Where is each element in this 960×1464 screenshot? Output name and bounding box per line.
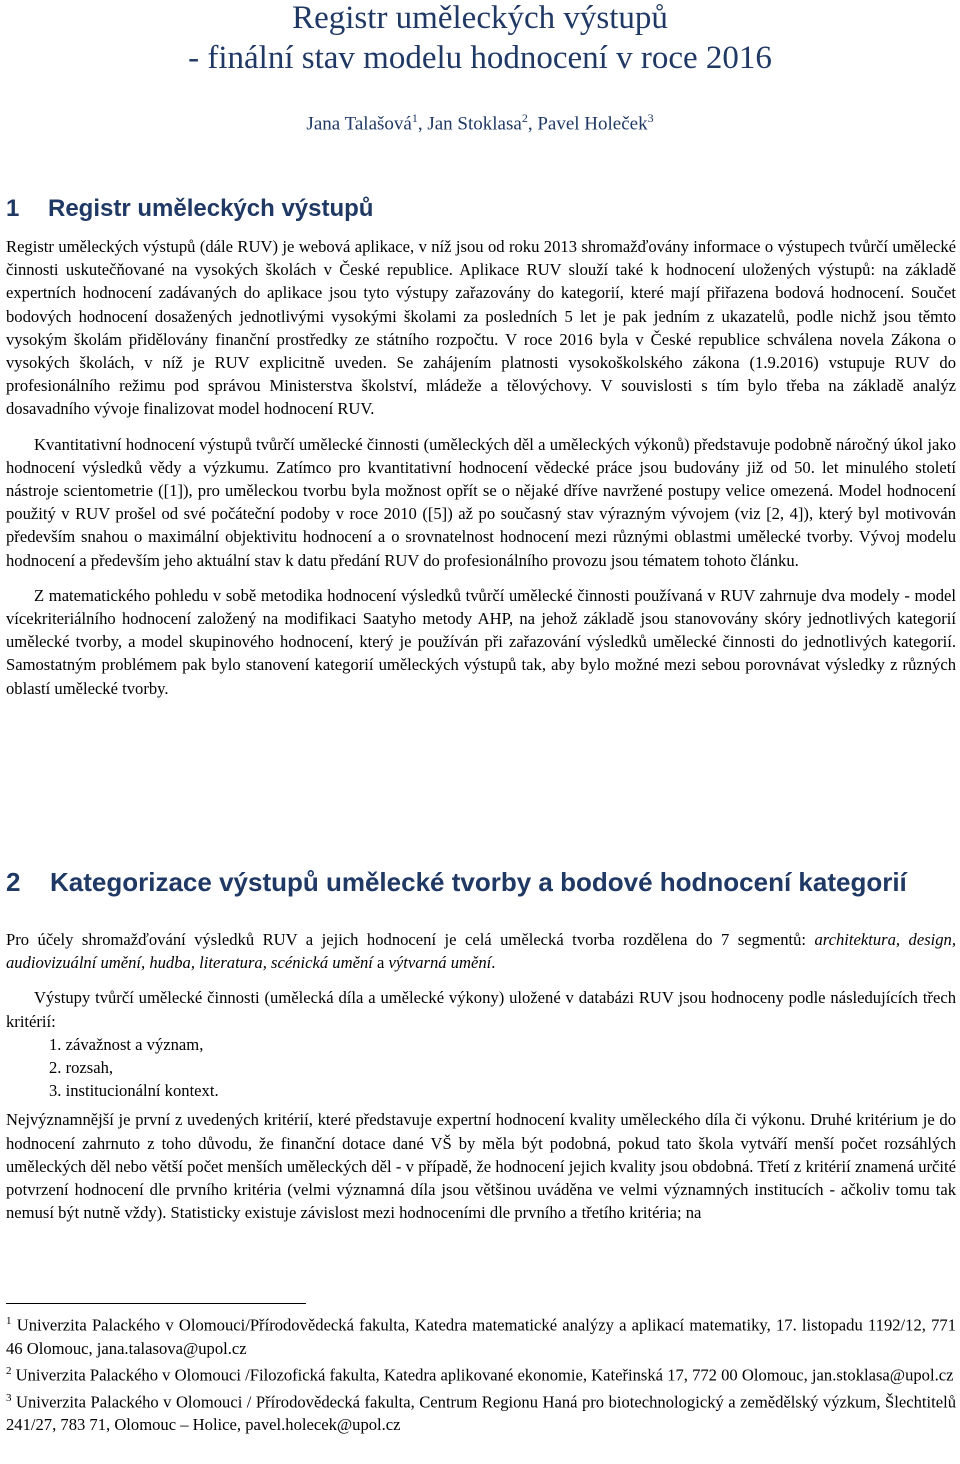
paragraph-text: . — [491, 953, 496, 973]
list-item: 1. závažnost a význam, — [49, 1034, 204, 1054]
author-affiliation-mark: 3 — [647, 111, 654, 125]
paragraph: Výstupy tvůrčí umělecké činnosti (umělecká díla a umělecké výkony) uložené v databázi RUV jsou hodnoceny podle následujících třech kritérií: — [6, 988, 956, 1031]
footnotes — [6, 1304, 956, 1437]
segment-list-italic: výtvarná umění — [388, 953, 492, 973]
author: Pavel Holeček — [537, 113, 648, 135]
paragraph: Kvantitativní hodnocení výstupů tvůrčí umělecké činnosti (uměleckých děl a uměleckých výkonů) představuje podobně náročný úkol jako hodnocení výsledků vědy a výzkumu. Zatímco pro kvantitativní hodnocení vědecké práce jsou budovány již od 50. let minulého století nástroje scientometrie ([1]), pro uměleckou tvorbu byla možnost opřít se o nějaké dříve navržené postupy velice omezená. Model hodnocení použitý v RUV prošel od své počáteční podoby v roce 2010 ([5]) až po současný stav výrazným vývojem (viz [2, 4]), který byl motivován především snahou o maximální objektivitu hodnocení a o srovnatelnost hodnocení mezi různými oblastmi umělecké tvorby. Vývoj modelu hodnocení a především jeho aktuální stav k datu předání RUV do profesionálního provozu jsou tématem tohoto článku. — [6, 434, 956, 570]
criteria-list — [6, 1033, 956, 1103]
footnote-number: 3 — [6, 1391, 12, 1404]
footnote-text: Univerzita Palackého v Olomouci /Filozofická fakulta, Katedra aplikované ekonomie, Kateřinská 17, 772 00 Olomouc, jan.stoklasa@upol.cz — [15, 1365, 954, 1385]
footnote — [6, 1310, 956, 1360]
section-title: Registr uměleckých výstupů — [48, 195, 374, 222]
section-2-body — [6, 928, 956, 1224]
paragraph: Z matematického pohledu v sobě metodika hodnocení výsledků tvůrčí umělecké činnosti používaná v RUV zahrnuje dva modely - model vícekriteriálního hodnocení založený na modifikaci Saatyho metody AHP, na jehož základě jsou stanovovány skóry jednotlivých kategorií umělecké tvorby, a model skupinového hodnocení, který je používán při zařazování výsledků umělecké činnosti do jednotlivých kategorií. Samostatným problémem pak bylo stanovení kategorií uměleckých výstupů tak, aby bylo možné mezi sebou porovnávat výsledky z různých oblastí umělecké tvorby. — [6, 585, 956, 698]
section-1-body — [6, 235, 956, 700]
section-1-heading — [6, 194, 373, 224]
section-number: 1 — [6, 195, 20, 222]
footnote-text: Univerzita Palackého v Olomouci / Přírodovědecká fakulta, Centrum Regionu Haná pro biotechnologický a zemědělský výzkum, Šlechtitelů 241/27, 783 71, Olomouc – Holice, pavel.holecek@upol.cz — [6, 1392, 956, 1435]
footnote — [6, 1387, 956, 1437]
author-list — [0, 106, 960, 136]
footnote — [6, 1360, 956, 1387]
author-separator: , — [527, 113, 538, 135]
footnote-text: Univerzita Palackého v Olomouci/Přírodovědecká fakulta, Katedra matematické analýzy a aplikací matematiky, 17. listopadu 1192/12, 771 46 Olomouc, jana.talasova@upol.cz — [6, 1315, 956, 1358]
author-affiliation-mark: 2 — [521, 111, 528, 125]
paragraph-text: a — [372, 953, 389, 973]
title-line-2: - finální stav modelu hodnocení v roce 2016 — [188, 40, 772, 76]
author: Jana Talašová — [306, 113, 412, 135]
paragraph: Registr uměleckých výstupů (dále RUV) je webová aplikace, v níž jsou od roku 2013 shromažďovány informace o výstupech tvůrčí umělecké činnosti uskutečňované na vysokých školách v České republice. Aplikace RUV slouží také k hodnocení uložených výstupů: na základě expertních hodnocení zadávaných do aplikace jsou tyto výstupy zařazovány do kategorií, které mají přiřazena bodová hodnocení. Součet bodových hodnocení dosažených jednotlivými vysokými školami za posledních 5 let je pak jedním z ukazatelů, podle nichž jsou těmto vysokým školám přidělovány finanční prostředky ze státního rozpočtu. V roce 2016 byla v České republice schválena novela Zákona o vysokých školách, v níž je RUV explicitně uveden. Se zahájením platnosti vysokoškolského zákona (1.9.2016) vstupuje RUV do profesionálního režimu pod správou Ministerstva školství, mládeže a tělovýchovy. V souvislosti s tím bylo třeba na základě analýz dosavadního vývoje finalizovat model hodnocení RUV. — [6, 237, 956, 419]
segment-list-italic: architektura, design, audiovizuální umění, hudba, literatura, scénická umění — [6, 930, 956, 973]
list-item: 2. rozsah, — [49, 1058, 114, 1078]
paragraph: Nejvýznamnější je první z uvedených kritérií, které představuje expertní hodnocení kvality uměleckého díla či výkonu. Druhé kritérium je do hodnocení zahrnuto z toho důvodu, že finanční dotace dané VŠ by měla být podobná, pokud tato škola vytváří menší počet rozsáhlých uměleckých děl nebo větší počet menších uměleckých děl - v případě, že hodnocení jejich kvality jsou obdobná. Třetí z kritérií znamená určité potvrzení hodnocení dle prvního kritéria (velmi významná díla jsou většinou uváděna ve velmi významných institucích - ačkoliv tomu tak nemusí být nutně vždy). Statisticky existuje závislost mezi hodnoceními dle prvního a třetího kritéria; na — [6, 1110, 956, 1223]
paragraph-text: Pro účely shromažďování výsledků RUV a jejich hodnocení je celá umělecká tvorba rozdělena do 7 segmentů: — [6, 930, 807, 949]
paper-title — [0, 0, 960, 76]
paragraph — [6, 928, 956, 974]
list-item: 3. institucionální kontext. — [49, 1081, 219, 1101]
footnote-number: 2 — [6, 1364, 12, 1377]
author-separator: , — [417, 113, 428, 135]
section-title: Kategorizace výstupů umělecké tvorby a bodové hodnocení kategorií — [50, 867, 907, 897]
section-number: 2 — [6, 867, 21, 897]
title-line-1: Registr uměleckých výstupů — [292, 0, 668, 36]
footnote-number: 1 — [6, 1315, 12, 1327]
author-affiliation-mark: 1 — [411, 111, 418, 125]
section-2-heading — [6, 866, 907, 898]
author: Jan Stoklasa — [427, 113, 522, 135]
